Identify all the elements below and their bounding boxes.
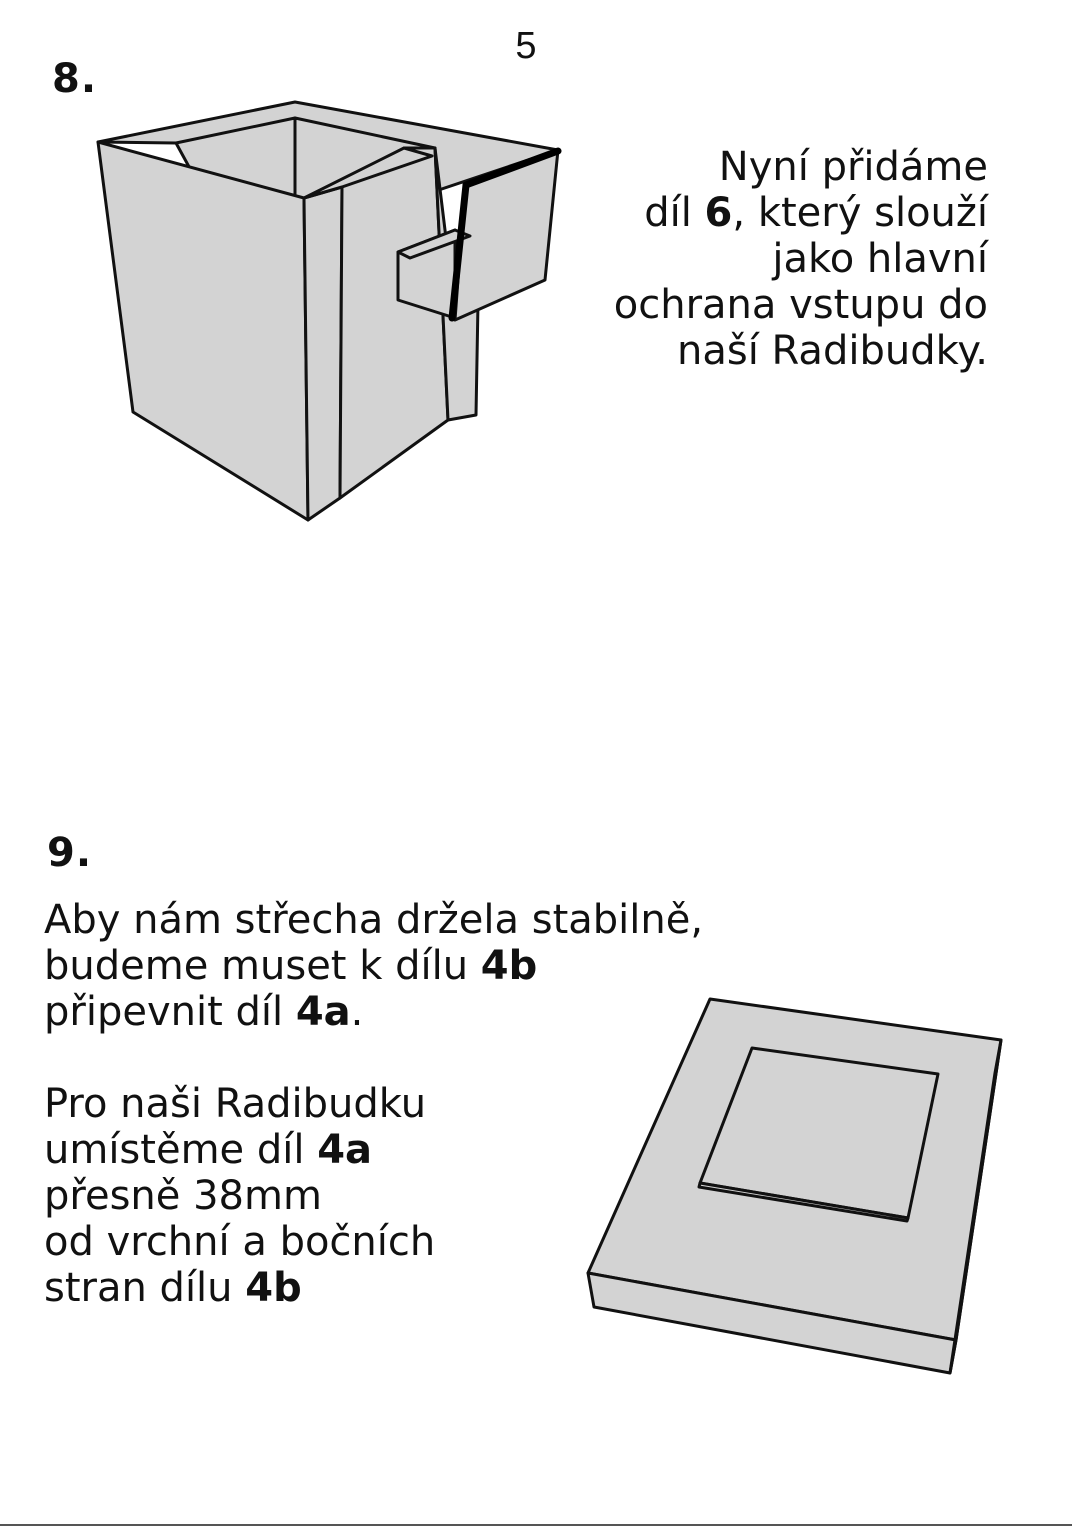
part-4a-label: 4a xyxy=(317,1127,373,1173)
page-bottom-rule xyxy=(0,1524,1072,1526)
part-4a-label: 4a xyxy=(295,989,351,1035)
step-9-p2-line-5: stran dílu 4b xyxy=(44,1265,302,1311)
roof-board-icon xyxy=(570,985,1015,1385)
part-6-label: 6 xyxy=(704,190,733,236)
step-9-p2-line-1: Pro naši Radibudku xyxy=(44,1081,427,1127)
step-9-p2-line-2: umístěme díl 4a xyxy=(44,1127,373,1173)
page-number: 5 xyxy=(515,25,537,67)
step-9-p2-line-3: přesně 38mm xyxy=(44,1173,322,1219)
step-8-line-2: díl 6, který slouží xyxy=(644,190,988,236)
step-9-number: 9. xyxy=(47,830,93,876)
step-9-p1-line-2: budeme muset k dílu 4b xyxy=(44,943,538,989)
part-4b-label: 4b xyxy=(480,943,538,989)
step-8-line-5: naší Radibudky. xyxy=(676,328,988,374)
step-9-paragraph-2 xyxy=(44,1081,435,1311)
part-4b-label: 4b xyxy=(245,1265,302,1311)
step-8-line-1: Nyní přidáme xyxy=(718,144,988,190)
step-9-p1-line-3: připevnit díl 4a. xyxy=(44,989,364,1035)
step-9-p1-line-1: Aby nám střecha držela stabilně, xyxy=(44,897,704,943)
step-8-line-3: jako hlavní xyxy=(772,236,988,282)
nest-box-assembly-icon xyxy=(80,90,580,535)
step-9-p2-line-4: od vrchní a bočních xyxy=(44,1219,436,1265)
step-8-instructions xyxy=(614,144,988,374)
step-8-line-4: ochrana vstupu do xyxy=(613,282,988,328)
step-8-number: 8. xyxy=(52,56,98,102)
